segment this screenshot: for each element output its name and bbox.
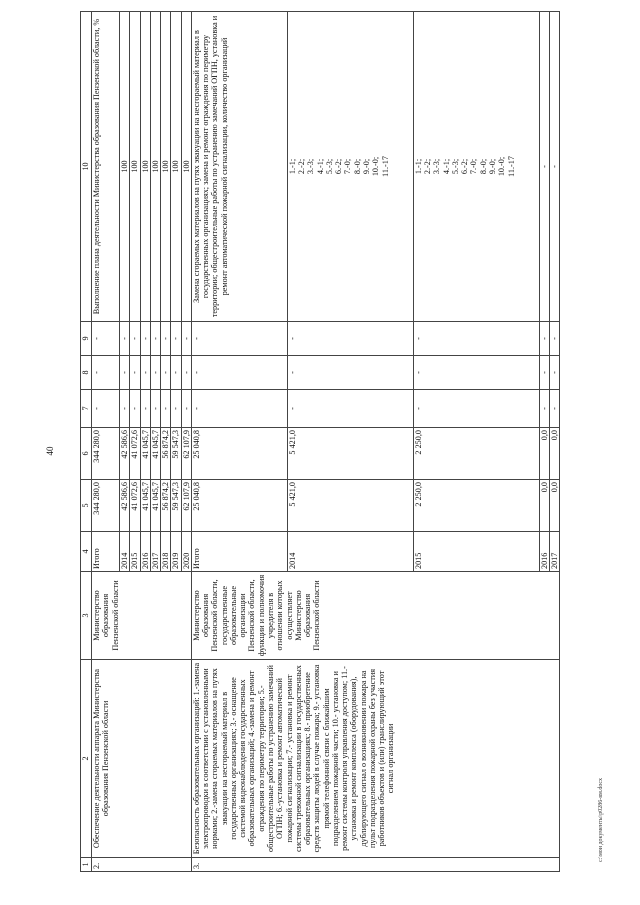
dash-cell: - (130, 356, 140, 390)
list-item: 8.-0; (478, 158, 488, 175)
dash-cell: - (120, 322, 130, 356)
dash-cell: - (92, 322, 120, 356)
dash-cell: - (539, 322, 549, 356)
dash-cell: - (550, 356, 560, 390)
indicator-cell: 100 (161, 12, 171, 322)
list-item: 11.-17 (506, 156, 516, 177)
dash-cell: - (413, 390, 539, 428)
amount-cell: 0,0 (550, 480, 560, 532)
list-item: 6.-2; (460, 158, 470, 175)
dash-cell: - (92, 356, 120, 390)
list-item: 4.-1; (315, 158, 325, 175)
dash-cell: - (140, 356, 150, 390)
list-item: 2.-2; (423, 158, 433, 175)
dash-cell: - (550, 12, 560, 322)
dash-cell: - (287, 390, 413, 428)
dash-cell: - (191, 390, 287, 428)
dash-cell: - (181, 356, 191, 390)
dash-cell: - (140, 322, 150, 356)
dash-cell: - (150, 390, 160, 428)
col-header: 7 (81, 390, 92, 428)
amount-cell: 41 045,7 (150, 428, 160, 480)
activity-name: Безопасность образовательных организаций: 1.-замена электропроводки в соответствии с установленными нормами; 2.-замена сгораемых материалов на путях эвакуации на несгораемый материал в государственных организациях; 3.- оснащение системой видеонаблюдения государственных образовательных организаций; 4.-замена и ремонт ограждения по периметру территории; 5.-общестроительные работы по устранению замечаний ОГПН; 6.-установка и ремонт автоматической пожарной сигнализации; 7.- установка и ремонт системы тревожной сигнализации в государственных образовательных организациях; 8.- приобретение средств защиты людей в случае пожара; 9.- установка прямой телефонной связи с ближайшим подразделением пожарной части; 10.- установка и ремонт системы контроля управления доступом; 11.- установка и ремонт комплекса (оборудования), дублирующего сигнал о возникновении пожара на пульт подразделения пожарной охраны без участия работников объектов и (или) транслирующий этот сигнал организации (191, 660, 560, 858)
amount-cell: 2 250,0 (413, 428, 539, 480)
dash-cell: - (191, 356, 287, 390)
list-item: 6.-2; (334, 158, 344, 175)
amount-cell: 2 250,0 (413, 480, 539, 532)
indicator-cell: 100 (150, 12, 160, 322)
year-cell: 2018 (161, 532, 171, 572)
amount-cell: 59 547,3 (171, 428, 181, 480)
column-number-row (81, 12, 92, 872)
amount-cell: 41 045,7 (140, 480, 150, 532)
dash-cell: - (413, 322, 539, 356)
dash-cell: - (171, 322, 181, 356)
page-number: 40 (45, 446, 55, 456)
amount-cell: 5 421,0 (287, 480, 413, 532)
indicator-cell: 100 (140, 12, 150, 322)
indicator-cell: 100 (171, 12, 181, 322)
year-cell: 2019 (171, 532, 181, 572)
amount-cell: 56 874,2 (161, 480, 171, 532)
dash-cell: - (171, 356, 181, 390)
file-path-footer: c:\мои документы\p0286-вм.docx (598, 778, 604, 862)
list-item: 11.-17 (380, 156, 390, 177)
dash-cell: - (539, 12, 549, 322)
executor: Министерство образования Пензенской области, государственные образовательные организации Пензенской области, функции и полномочия учредителя в отношении которых осуществляет Министерство образования Пензенской области (191, 572, 560, 660)
dash-cell: - (550, 322, 560, 356)
amount-cell: 41 045,7 (140, 428, 150, 480)
dash-cell: - (161, 390, 171, 428)
indicator-cell: Выполнение плана деятельности Министерства образования Пензенской области, % (92, 12, 120, 322)
col-header: 9 (81, 322, 92, 356)
list-item: 2.-2; (297, 158, 307, 175)
list-item: 7.-0; (469, 158, 479, 175)
year-cell: Итого (191, 532, 287, 572)
dash-cell: - (150, 356, 160, 390)
dash-cell: - (181, 390, 191, 428)
executor: Министерство образования Пензенской области (92, 572, 192, 660)
col-header: 3 (81, 572, 92, 660)
row-number: 2. (92, 858, 192, 872)
dash-cell: - (120, 390, 130, 428)
dash-cell: - (150, 322, 160, 356)
dash-cell: - (287, 322, 413, 356)
year-cell: 2016 (539, 532, 549, 572)
table-row (191, 12, 287, 872)
dash-cell: - (140, 390, 150, 428)
amount-cell: 344 280,0 (92, 428, 120, 480)
amount-cell: 56 874,2 (161, 428, 171, 480)
year-cell: 2014 (287, 532, 413, 572)
activity-name: Обеспечение деятельности аппарата Министерства образования Пензенской области (92, 660, 192, 858)
year-cell: 2016 (140, 532, 150, 572)
amount-cell: 5 421,0 (287, 428, 413, 480)
col-header: 4 (81, 532, 92, 572)
indicator-cell: 100 (120, 12, 130, 322)
amount-cell: 41 072,6 (130, 428, 140, 480)
dash-cell: - (181, 322, 191, 356)
dash-cell: - (539, 356, 549, 390)
dash-cell: - (130, 322, 140, 356)
list-item: 4.-1; (441, 158, 451, 175)
list-item: 7.-0; (343, 158, 353, 175)
amount-cell: 344 280,0 (92, 480, 120, 532)
list-item: 1.-1; (413, 158, 423, 175)
dash-cell: - (191, 322, 287, 356)
dash-cell: - (413, 356, 539, 390)
dash-cell: - (130, 390, 140, 428)
dash-cell: - (287, 356, 413, 390)
list-item: 5.-3; (324, 158, 334, 175)
col-header: 10 (81, 12, 92, 322)
year-cell: 2014 (120, 532, 130, 572)
amount-cell: 0,0 (539, 428, 549, 480)
list-item: 1.-1; (287, 158, 297, 175)
indicator-list (413, 12, 539, 322)
amount-cell: 41 045,7 (150, 480, 160, 532)
col-header: 2 (81, 660, 92, 858)
year-cell: 2017 (550, 532, 560, 572)
amount-cell: 25 040,8 (191, 428, 287, 480)
amount-cell: 59 547,3 (171, 480, 181, 532)
amount-cell: 62 107,9 (181, 480, 191, 532)
col-header: 1 (81, 858, 92, 872)
year-cell: 2017 (150, 532, 160, 572)
dash-cell: - (92, 390, 120, 428)
list-item: 9.-0; (487, 158, 497, 175)
year-cell: 2015 (130, 532, 140, 572)
list-item: 3.-3; (306, 158, 316, 175)
rotated-table-container (80, 12, 620, 872)
program-table (80, 11, 560, 872)
dash-cell: - (120, 356, 130, 390)
indicator-list (287, 12, 413, 322)
list-item: 9.-0; (361, 158, 371, 175)
dash-cell: - (171, 390, 181, 428)
indicator-cell: 100 (181, 12, 191, 322)
col-header: 5 (81, 480, 92, 532)
year-cell: 2015 (413, 532, 539, 572)
amount-cell: 0,0 (550, 428, 560, 480)
table-row (92, 12, 120, 872)
amount-cell: 41 072,6 (130, 480, 140, 532)
list-item: 5.-3; (450, 158, 460, 175)
list-item: 3.-3; (432, 158, 442, 175)
indicator-cell: 100 (130, 12, 140, 322)
year-cell: Итого (92, 532, 120, 572)
amount-cell: 62 107,9 (181, 428, 191, 480)
amount-cell: 42 586,6 (120, 428, 130, 480)
col-header: 8 (81, 356, 92, 390)
amount-cell: 42 586,6 (120, 480, 130, 532)
row-number: 3. (191, 858, 560, 872)
dash-cell: - (539, 390, 549, 428)
list-item: 8.-0; (352, 158, 362, 175)
dash-cell: - (550, 390, 560, 428)
indicator-cell: Замена сгораемых материалов на путях эвакуации на несгораемый материал в государственных организациях; замена и ремонт ограждения по периметру территории; общестроительные работы по устранению замечаний ОГПН, установка и ремонт автоматической пожарной сигнализации, количество организаций (191, 12, 287, 322)
dash-cell: - (161, 356, 171, 390)
list-item: 10.-0; (497, 156, 507, 177)
amount-cell: 25 040,8 (191, 480, 287, 532)
amount-cell: 0,0 (539, 480, 549, 532)
list-item: 10.-0; (371, 156, 381, 177)
year-cell: 2020 (181, 532, 191, 572)
col-header: 6 (81, 428, 92, 480)
dash-cell: - (161, 322, 171, 356)
